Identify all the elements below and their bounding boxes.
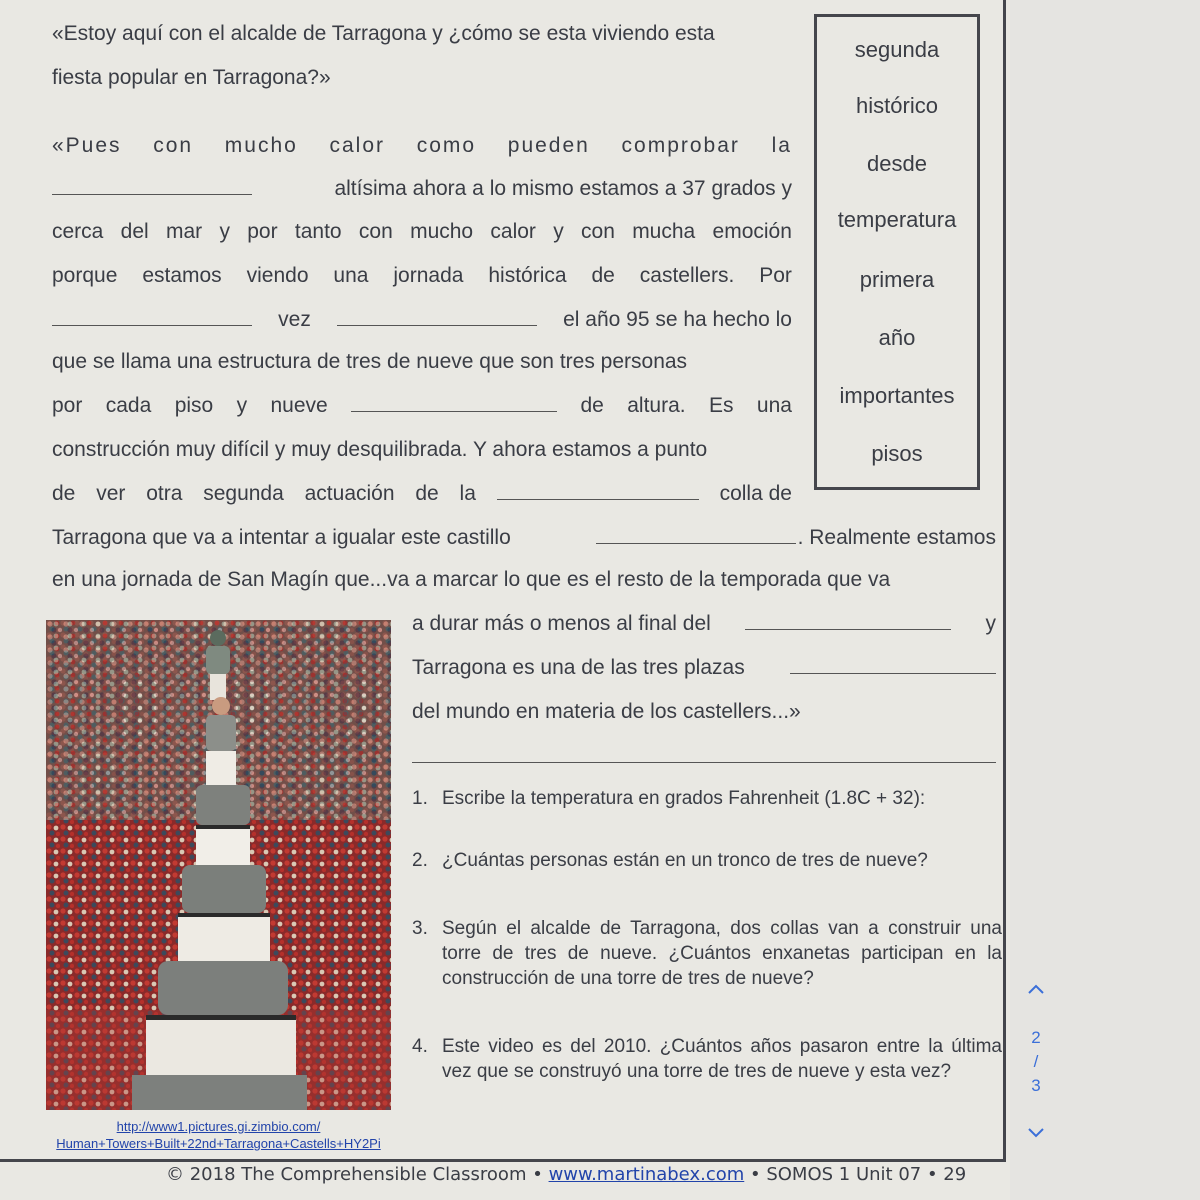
passage-line-7: vez el año 95 se ha hecho lo bbox=[52, 308, 792, 332]
passage-line-3 bbox=[52, 134, 792, 158]
passage-line-16: del mundo en materia de los castellers...» bbox=[412, 700, 801, 723]
question-4: 4. Este video es del 2010. ¿Cuántos años pasaron entre la última vez que se construyó una torre de tres de nueve y esta vez? bbox=[412, 1036, 1002, 1082]
word: calor bbox=[490, 220, 536, 243]
word: con bbox=[153, 134, 194, 157]
word: como bbox=[416, 134, 477, 157]
total-pages: 3 bbox=[1031, 1076, 1041, 1095]
passage-line-10: construcción muy difícil y muy desquilibrada. Y ahora estamos a punto bbox=[52, 438, 708, 461]
blank-1[interactable] bbox=[52, 193, 252, 195]
word: con bbox=[581, 220, 615, 243]
word-bank-item: segunda bbox=[854, 37, 940, 62]
passage-line-11: de ver otra segunda actuación de la colla de bbox=[52, 482, 792, 505]
blank-2[interactable] bbox=[52, 324, 252, 326]
word: «Pues bbox=[52, 134, 122, 157]
word: estamos bbox=[142, 264, 222, 287]
passage-line-12: Tarragona que va a intentar a igualar este castillo . Realmente estamos bbox=[52, 526, 996, 549]
word-bank-item: desde bbox=[867, 151, 927, 176]
blank-3[interactable] bbox=[337, 324, 537, 326]
passage-line-5 bbox=[52, 220, 792, 244]
word-bank-item: importantes bbox=[839, 383, 955, 408]
word: del bbox=[120, 220, 149, 243]
word: otra bbox=[146, 482, 183, 505]
passage-line-15: Tarragona es una de las tres plazas bbox=[412, 656, 996, 680]
passage-line-4: altísima ahora a lo mismo estamos a 37 grados y bbox=[52, 177, 792, 201]
footer-link[interactable]: www.martinabex.com bbox=[548, 1164, 745, 1185]
word: de bbox=[591, 264, 615, 287]
word: de bbox=[580, 394, 604, 417]
question-1: 1. Escribe la temperatura en grados Fahrenheit (1.8C + 32): bbox=[412, 788, 926, 809]
word: una bbox=[756, 394, 792, 417]
word: piso bbox=[174, 394, 214, 417]
separator-line bbox=[412, 762, 996, 763]
word-bank-item: año bbox=[878, 325, 916, 350]
viewer-sidebar bbox=[1010, 0, 1200, 1200]
word: actuación bbox=[304, 482, 395, 505]
word: viendo bbox=[246, 264, 309, 287]
word: Por bbox=[759, 264, 792, 287]
word: y bbox=[219, 220, 230, 243]
current-page: 2 bbox=[1031, 1028, 1041, 1047]
blank-8[interactable] bbox=[790, 672, 996, 674]
word: pueden bbox=[507, 134, 590, 157]
blank-6[interactable] bbox=[596, 542, 796, 544]
word-bank bbox=[814, 14, 980, 490]
word: cerca bbox=[52, 220, 104, 243]
blank-7[interactable] bbox=[745, 628, 951, 630]
word-bank-item: primera bbox=[859, 267, 935, 292]
word: Es bbox=[709, 394, 734, 417]
word: una bbox=[333, 264, 369, 287]
word: castellers. bbox=[639, 264, 735, 287]
word: mucho bbox=[410, 220, 474, 243]
passage-line-8: que se llama una estructura de tres de nueve que son tres personas bbox=[52, 350, 688, 373]
word: jornada bbox=[393, 264, 464, 287]
word: tanto bbox=[294, 220, 342, 243]
question-2: 2. ¿Cuántas personas están en un tronco de tres de nueve? bbox=[412, 850, 928, 871]
word: porque bbox=[52, 264, 118, 287]
word: calor bbox=[329, 134, 386, 157]
word: con bbox=[358, 220, 393, 243]
passage-line-13: en una jornada de San Magín que...va a marcar lo que es el resto de la temporada que va bbox=[52, 568, 891, 591]
word-bank-item: pisos bbox=[871, 441, 923, 466]
word: emoción bbox=[712, 220, 792, 243]
word: mucha bbox=[632, 220, 696, 243]
word-bank-item: histórico bbox=[856, 93, 938, 118]
word: altura. bbox=[627, 394, 686, 417]
word: mucho bbox=[224, 134, 298, 157]
chevron-up-icon[interactable] bbox=[1022, 976, 1050, 1002]
castellers-photo bbox=[46, 620, 391, 1110]
word: ver bbox=[96, 482, 126, 505]
passage-line-9 bbox=[52, 394, 792, 418]
photo-caption[interactable]: http://www1.pictures.gi.zimbio.com/ Human+Towers+Built+22nd+Tarragona+Castells+HY2Pi bbox=[56, 1119, 381, 1151]
word: segunda bbox=[203, 482, 284, 505]
word: la bbox=[459, 482, 476, 505]
passage-line-14: a durar más o menos al final del y bbox=[412, 612, 996, 635]
word: y bbox=[236, 394, 248, 417]
blank-5[interactable] bbox=[497, 498, 699, 500]
word: por bbox=[52, 394, 83, 417]
page-footer: © 2018 The Comprehensible Classroom • www.martinabex.com • SOMOS 1 Unit 07 • 29 bbox=[166, 1164, 967, 1185]
passage-line-1: «Estoy aquí con el alcalde de Tarragona y ¿cómo se esta viviendo esta bbox=[52, 22, 715, 45]
word: y bbox=[553, 220, 564, 243]
page-separator: / bbox=[1033, 1052, 1039, 1071]
word: histórica bbox=[488, 264, 567, 287]
word: mar bbox=[165, 220, 203, 243]
word: nueve bbox=[270, 394, 328, 417]
passage-line-6 bbox=[52, 264, 792, 288]
word-bank-item: temperatura bbox=[837, 207, 957, 232]
word: cada bbox=[105, 394, 152, 417]
chevron-down-icon[interactable] bbox=[1022, 1120, 1050, 1146]
blank-4[interactable] bbox=[351, 410, 557, 412]
page-indicator bbox=[1022, 1026, 1050, 1098]
word: comprobar bbox=[621, 134, 740, 157]
question-3: 3. Según el alcalde de Tarragona, dos collas van a construir una torre de tres de nueve. ¿Cuántos enxanetas participan en la construcción de una torre de tres de nueve? bbox=[412, 918, 1002, 989]
word: de bbox=[415, 482, 439, 505]
word: de bbox=[52, 482, 76, 505]
word: la bbox=[771, 134, 792, 157]
passage-line-2: fiesta popular en Tarragona?» bbox=[52, 66, 331, 89]
word: por bbox=[247, 220, 278, 243]
